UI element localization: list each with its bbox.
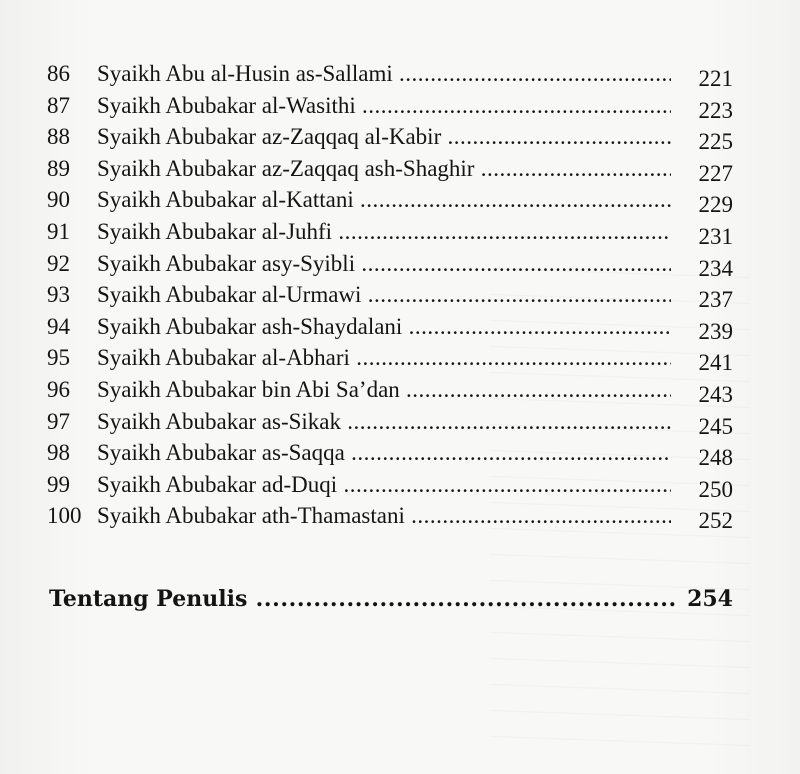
entry-page-number: 245 [698,413,733,439]
entry-page-number: 248 [698,445,733,471]
entry-page-number: 252 [698,508,733,534]
entry-number: 96 [47,376,70,402]
toc-entry [47,184,733,216]
entry-number: 100 [47,503,82,529]
entry-number: 98 [47,440,70,466]
entry-page-number: 225 [698,129,733,155]
entry-title: Syaikh Abubakar asy-Syibli ..... [97,248,671,280]
toc-entry [47,406,733,438]
entry-page-number: 239 [698,318,733,344]
entry-number: 89 [47,155,70,181]
toc-entry [47,279,733,311]
toc-entry [47,90,733,122]
entry-number: 93 [47,282,70,308]
entry-page-number: 243 [698,381,733,407]
entry-number: 95 [47,345,70,371]
entry-number: 97 [47,408,70,434]
entry-title: Syaikh Abubakar as-Saqqa ..... [97,437,671,469]
entry-title: Syaikh Abubakar az-Zaqqaq al-Kabir ..... [97,121,671,153]
entry-title: Syaikh Abubakar al-Wasithi ..... [97,90,671,122]
entry-page-number: 234 [698,255,733,281]
entry-number: 92 [47,250,70,276]
entry-title: Syaikh Abubakar az-Zaqqaq ash-Shaghir ..... [97,153,671,185]
entry-page-number: 223 [698,97,733,123]
entry-title: Syaikh Abubakar al-Juhfi ..... [97,216,671,248]
toc-entry [47,342,733,374]
toc-entry [47,248,733,280]
toc-entry [47,311,733,343]
toc-entry [47,437,733,469]
entry-number: 86 [47,61,70,86]
entry-page-number: 221 [698,66,733,91]
entry-title: Syaikh Abubakar al-Kattani ..... [97,184,671,216]
toc-entry [47,469,733,501]
entry-page-number: 237 [698,287,733,313]
entry-page-number: 250 [698,476,733,502]
entry-title: Syaikh Abubakar ath-Thamastani ..... [97,500,671,532]
toc-entry [47,500,733,532]
entry-title: Syaikh Abubakar ash-Shaydalani ..... [97,311,671,343]
entry-page-number: 231 [698,223,733,249]
entry-number: 94 [47,313,70,339]
section-title: Tentang Penulis ..... [49,582,675,616]
entry-number: 91 [47,218,70,244]
toc-entry [47,153,733,185]
entry-title: Syaikh Abubakar bin Abi Sa’dan ..... [97,374,671,406]
entry-number: 88 [47,124,70,150]
entry-page-number: 241 [698,350,733,376]
entry-number: 90 [47,187,70,213]
toc-entry [47,374,733,406]
toc-section-entry [47,582,733,616]
entry-page-number: 227 [698,160,733,186]
section-page-number: 254 [687,585,733,612]
entry-title: Syaikh Abubakar as-Sikak ..... [97,406,671,438]
toc-entry [47,58,733,90]
entry-number: 87 [47,92,70,118]
entry-title: Syaikh Abubakar al-Urmawi ..... [97,279,671,311]
entry-title: Syaikh Abubakar ad-Duqi ..... [97,469,671,501]
entry-title: Syaikh Abu al-Husin as-Sallami ..... [97,58,671,90]
toc-entry [47,121,733,153]
entry-title: Syaikh Abubakar al-Abhari ..... [97,342,671,374]
entry-page-number: 229 [698,192,733,218]
section-gap [47,532,733,582]
table-of-contents [47,58,733,616]
toc-entry [47,216,733,248]
entry-number: 99 [47,471,70,497]
